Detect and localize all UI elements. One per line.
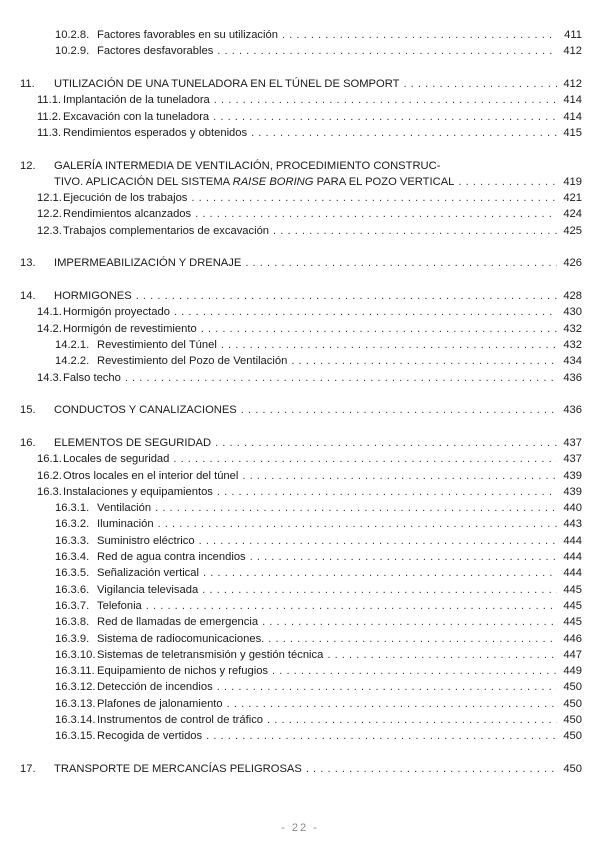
entry-page: 444 — [563, 534, 582, 547]
entry-page: 443 — [563, 518, 582, 531]
entry-number: 15. — [20, 404, 36, 417]
toc-section — [0, 402, 600, 418]
entry-number: 16.3.12. — [55, 681, 96, 694]
entry-text — [97, 516, 582, 532]
dot-leader — [202, 582, 557, 598]
toc-entry[interactable] — [0, 321, 600, 337]
toc-entry[interactable] — [0, 402, 600, 418]
entry-title: Equipamiento de nichos y refugios — [97, 665, 269, 678]
entry-text — [97, 500, 582, 516]
entry-text — [97, 631, 582, 647]
entry-title: Sistemas de teletransmisión y gestión técnica — [97, 648, 324, 661]
page-number: - 22 - — [281, 822, 319, 834]
dot-leader — [251, 125, 557, 141]
dot-leader — [215, 435, 557, 451]
toc-entry[interactable] — [0, 761, 600, 777]
toc-entry[interactable] — [0, 451, 600, 467]
dot-leader — [195, 206, 557, 222]
toc-entry[interactable] — [0, 158, 600, 174]
entry-title: Excavación con la tuneladora — [63, 110, 210, 123]
entry-page: 414 — [563, 110, 582, 123]
entry-text — [97, 27, 582, 43]
entry-title: Revestimiento del Túnel — [97, 339, 217, 352]
entry-number: 16.3.8. — [55, 616, 90, 629]
entry-number: 12.1. — [37, 192, 62, 205]
entry-page: 450 — [563, 681, 582, 694]
toc-entry[interactable] — [0, 728, 600, 744]
entry-number: 12. — [20, 159, 36, 172]
dot-leader — [327, 647, 557, 663]
entry-number: 16.3.1. — [55, 502, 90, 515]
entry-number: 16.3.5. — [55, 567, 90, 580]
entry-page: 440 — [563, 502, 582, 515]
entry-page: 450 — [563, 714, 582, 727]
entry-text — [54, 255, 582, 271]
entry-title: Telefonia — [97, 599, 142, 612]
toc-entry[interactable] — [0, 647, 600, 663]
entry-title: Recogida de vertidos — [97, 730, 203, 743]
dot-leader — [227, 696, 557, 712]
entry-title: Ventilación — [97, 502, 152, 515]
toc-section — [0, 288, 600, 386]
entry-text — [97, 549, 582, 565]
toc-entry[interactable] — [0, 500, 600, 516]
entry-number: 12.3. — [37, 224, 62, 237]
entry-text — [97, 533, 582, 549]
entry-title: Suministro eléctrico — [97, 534, 195, 547]
toc-entry[interactable] — [0, 206, 600, 222]
entry-number: 12.2. — [37, 208, 62, 221]
dot-leader — [221, 337, 557, 353]
dot-leader — [203, 565, 557, 581]
entry-title: Vigilancia televisada — [97, 583, 199, 596]
entry-title: Sistema de radiocomunicaciones. — [97, 632, 265, 645]
dot-leader — [201, 321, 557, 337]
toc-entry[interactable] — [0, 43, 600, 59]
entry-page: 430 — [563, 306, 582, 319]
entry-number: 16.3.11. — [55, 665, 95, 678]
entry-text — [54, 158, 582, 174]
toc-section — [0, 435, 600, 745]
entry-number: 16.1. — [37, 453, 62, 466]
entry-page: 449 — [563, 665, 582, 678]
dot-leader — [199, 533, 557, 549]
toc-entry[interactable] — [0, 598, 600, 614]
entry-text — [54, 402, 582, 418]
dot-leader — [268, 631, 557, 647]
dot-leader — [125, 370, 557, 386]
entry-text — [63, 468, 582, 484]
entry-page: 432 — [563, 322, 582, 335]
toc-entry[interactable] — [0, 549, 600, 565]
entry-title: Plafones de jalonamiento — [97, 697, 223, 710]
entry-number: 16.3.13. — [55, 697, 96, 710]
entry-text — [63, 321, 582, 337]
entry-title: Revestimiento del Pozo de Ventilación — [97, 355, 288, 368]
entry-title: Iluminación — [97, 518, 154, 531]
entry-number: 16.3.4. — [55, 551, 90, 564]
entry-text — [54, 288, 582, 304]
entry-title: Factores favorables en su utilización — [97, 29, 278, 41]
dot-leader — [273, 223, 557, 239]
entry-page: 445 — [563, 599, 582, 612]
entry-title: Detección de incendios — [97, 681, 213, 694]
entry-number: 16.3.6. — [55, 583, 90, 596]
entry-text — [54, 174, 582, 190]
entry-number: 16.3.2. — [55, 518, 90, 531]
entry-number: 16.3.9. — [55, 632, 90, 645]
toc-entry-continuation — [0, 174, 600, 190]
entry-page: 439 — [563, 485, 582, 498]
entry-title: Instalaciones y equipamientos — [63, 485, 213, 498]
entry-title: Ejecución de los trabajos — [63, 192, 188, 205]
entry-page: 434 — [563, 355, 582, 368]
toc-entry[interactable] — [0, 190, 600, 206]
entry-page: 426 — [563, 257, 582, 270]
dot-leader — [214, 92, 557, 108]
dot-leader — [458, 174, 557, 190]
entry-title: ELEMENTOS DE SEGURIDAD — [54, 436, 212, 449]
entry-number: 14.3. — [37, 371, 62, 384]
entry-title: UTILIZACIÓN DE UNA TUNELADORA EN EL TÚNEL DE SOMPORT — [54, 77, 400, 90]
entry-title: Factores desfavorables — [97, 45, 214, 58]
entry-page: 424 — [563, 208, 582, 221]
entry-title-part: PARA EL POZO VERTICAL — [313, 175, 455, 188]
entry-number: 14.1. — [37, 306, 62, 319]
entry-text — [63, 190, 582, 206]
entry-page: 445 — [563, 616, 582, 629]
entry-page: 436 — [563, 404, 582, 417]
dot-leader — [174, 304, 557, 320]
entry-number: 16.3.15. — [55, 730, 96, 743]
dot-leader — [267, 712, 557, 728]
dot-leader — [272, 663, 557, 679]
dot-leader — [206, 728, 557, 744]
entry-number: 10.2.8. — [55, 29, 90, 41]
entry-title: HORMIGONES — [54, 290, 132, 303]
toc-entry[interactable] — [0, 679, 600, 695]
toc-entry[interactable] — [0, 696, 600, 712]
entry-page: 436 — [563, 371, 582, 384]
toc-entry[interactable] — [0, 533, 600, 549]
entry-text — [97, 647, 582, 663]
dot-leader — [262, 614, 557, 630]
entry-text — [54, 435, 582, 451]
toc-entry[interactable] — [0, 304, 600, 320]
entry-page: 450 — [563, 697, 582, 710]
entry-text — [97, 565, 582, 581]
toc-entry[interactable] — [0, 76, 600, 92]
entry-number: 16.2. — [37, 469, 62, 482]
entry-text — [63, 109, 582, 125]
entry-text — [63, 206, 582, 222]
entry-number: 16.3.3. — [55, 534, 90, 547]
entry-number: 14. — [20, 290, 36, 303]
entry-text — [97, 663, 582, 679]
dot-leader — [242, 468, 557, 484]
dot-leader — [245, 255, 557, 271]
entry-text — [63, 370, 582, 386]
dot-leader — [250, 549, 557, 565]
entry-text — [97, 582, 582, 598]
entry-page: 450 — [563, 763, 582, 776]
entry-page: 437 — [563, 436, 582, 449]
entry-title: Hormigón de revestimiento — [63, 322, 197, 335]
entry-text — [97, 728, 582, 744]
entry-number: 14.2. — [37, 322, 62, 335]
entry-page: 444 — [563, 551, 582, 564]
toc-entry[interactable] — [0, 565, 600, 581]
entry-text — [63, 125, 582, 141]
entry-text — [54, 76, 582, 92]
toc-entry[interactable] — [0, 468, 600, 484]
entry-title: Rendimientos esperados y obtenidos — [63, 126, 248, 139]
dot-leader — [291, 353, 557, 369]
toc-entry[interactable] — [0, 125, 600, 141]
dot-leader — [173, 451, 557, 467]
entry-page: 415 — [563, 126, 582, 139]
entry-page: 444 — [563, 567, 582, 580]
entry-page: 432 — [563, 339, 582, 352]
entry-number: 16.3.14. — [55, 714, 96, 727]
toc-entry[interactable] — [0, 484, 600, 500]
entry-title: Hormigón proyectado — [63, 306, 170, 319]
entry-page: 437 — [563, 453, 582, 466]
dot-leader — [158, 516, 557, 532]
entry-text — [97, 679, 582, 695]
entry-number: 16.3.10. — [55, 648, 96, 661]
entry-title: CONDUCTOS Y CANALIZACIONES — [54, 404, 237, 417]
entry-page: 419 — [563, 175, 582, 188]
entry-title: Rendimientos alcanzados — [63, 208, 192, 221]
entry-title: Trabajos complementarios de excavación — [63, 224, 270, 237]
toc-entry[interactable] — [0, 255, 600, 271]
entry-title-line2 — [54, 174, 458, 190]
entry-text — [97, 337, 582, 353]
entry-page: 428 — [563, 290, 582, 303]
entry-number: 17. — [20, 763, 36, 776]
entry-number: 16.3. — [37, 485, 62, 498]
entry-title: Locales de seguridad — [63, 453, 170, 466]
toc-entry[interactable] — [0, 92, 600, 108]
entry-number: 16.3.7. — [55, 599, 90, 612]
entry-title-italic: RAISE BORING — [232, 175, 314, 188]
entry-page: 439 — [563, 469, 582, 482]
entry-page: 425 — [563, 224, 582, 237]
entry-title: GALERÍA INTERMEDIA DE VENTILACIÓN, PROCEDIMIENTO CONSTRUC- — [54, 159, 441, 172]
entry-title: Señalización vertical — [97, 567, 199, 580]
toc-entry[interactable] — [0, 663, 600, 679]
toc-section — [0, 158, 600, 239]
toc-section — [0, 761, 600, 777]
toc-entry[interactable] — [0, 631, 600, 647]
toc-entry[interactable] — [0, 27, 600, 43]
toc-entry[interactable] — [0, 109, 600, 125]
entry-page: 450 — [563, 730, 582, 743]
entry-text — [63, 223, 582, 239]
entry-page: 412 — [563, 77, 582, 90]
entry-number: 14.2.2. — [55, 355, 90, 368]
dot-leader — [306, 761, 557, 777]
entry-text — [63, 92, 582, 108]
toc-entry[interactable] — [0, 288, 600, 304]
dot-leader — [282, 27, 557, 43]
entry-text — [97, 696, 582, 712]
entry-page: 445 — [563, 583, 582, 596]
dot-leader — [217, 484, 557, 500]
entry-text — [63, 484, 582, 500]
entry-page: 414 — [563, 94, 582, 107]
dot-leader — [136, 288, 557, 304]
entry-number: 11. — [20, 77, 35, 90]
entry-text — [63, 304, 582, 320]
toc-section — [0, 255, 600, 271]
entry-number: 14.2.1. — [55, 339, 90, 352]
toc-entry[interactable] — [0, 370, 600, 386]
entry-title: Red de agua contra incendios — [97, 551, 246, 564]
entry-text — [97, 43, 582, 59]
toc-entry[interactable] — [0, 353, 600, 369]
entry-text — [97, 353, 582, 369]
entry-number: 10.2.9. — [55, 45, 90, 58]
entry-title: IMPERMEABILIZACIÓN Y DRENAJE — [54, 257, 242, 270]
dot-leader — [241, 402, 557, 418]
dot-leader — [213, 109, 557, 125]
entry-number: 11.2. — [37, 110, 62, 123]
entry-page: 412 — [563, 45, 582, 58]
entry-title: Instrumentos de control de tráfico — [97, 714, 264, 727]
entry-page: 421 — [563, 192, 582, 205]
toc-section — [0, 27, 600, 60]
entry-page: 447 — [563, 648, 582, 661]
entry-number: 11.1. — [37, 94, 62, 107]
entry-text — [97, 712, 582, 728]
entry-title-part: TIVO. APLICACIÓN DEL SISTEMA — [54, 175, 233, 188]
entry-text — [97, 598, 582, 614]
entry-number: 16. — [20, 436, 36, 449]
dot-leader — [217, 43, 557, 59]
entry-title: Falso techo — [63, 371, 121, 384]
toc-entry[interactable] — [0, 516, 600, 532]
dot-leader — [155, 500, 557, 516]
entry-title: Red de llamadas de emergencia — [97, 616, 259, 629]
dot-leader — [403, 76, 557, 92]
toc-entry[interactable] — [0, 337, 600, 353]
entry-page: 411 — [564, 29, 582, 41]
entry-title: Otros locales en el interior del túnel — [63, 469, 239, 482]
dot-leader — [191, 190, 557, 206]
toc-entry[interactable] — [0, 614, 600, 630]
entry-number: 11.3. — [37, 126, 62, 139]
toc-entry[interactable] — [0, 223, 600, 239]
dot-leader — [217, 679, 557, 695]
entry-text — [63, 451, 582, 467]
dot-leader — [146, 598, 557, 614]
toc-section — [0, 76, 600, 141]
table-of-contents — [0, 27, 600, 794]
entry-page: 446 — [563, 632, 582, 645]
entry-text — [54, 761, 582, 777]
entry-number: 13. — [20, 257, 36, 270]
toc-entry[interactable] — [0, 712, 600, 728]
entry-title: TRANSPORTE DE MERCANCÍAS PELIGROSAS — [54, 763, 302, 776]
toc-entry[interactable] — [0, 435, 600, 451]
entry-text — [97, 614, 582, 630]
toc-entry[interactable] — [0, 582, 600, 598]
entry-title: Implantación de la tuneladora — [63, 94, 210, 107]
